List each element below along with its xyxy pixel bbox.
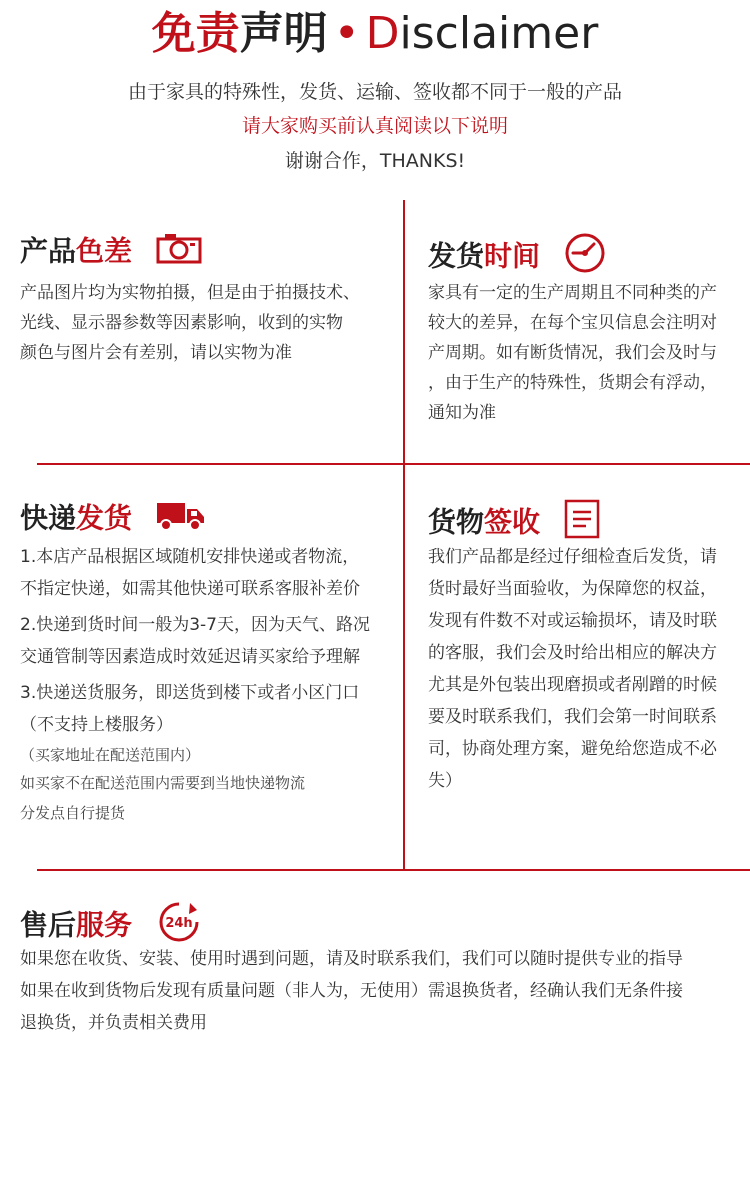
receipt-line: 失） <box>428 771 462 791</box>
intro-line-2: 请大家购买前认真阅读以下说明 <box>241 115 508 137</box>
ship-time-line: 较大的差异，在每个宝贝信息会注明对 <box>428 313 717 333</box>
section-after-sales-heading <box>20 899 202 954</box>
section-after-sales-body <box>20 949 750 1045</box>
delivery-line: 3.快递送货服务，即送货到楼下或者小区门口 <box>20 683 360 703</box>
delivery-line: 交通管制等因素造成时效延迟请买家给予理解 <box>20 647 360 667</box>
row-divider-2 <box>37 869 750 871</box>
center-divider <box>403 200 405 870</box>
title-dot: • <box>333 8 360 59</box>
heading-dark: 产品 <box>20 234 77 268</box>
heading-red: 时间 <box>484 239 541 273</box>
ship-time-line: 通知为准 <box>428 403 496 423</box>
heading-red: 服务 <box>76 908 133 942</box>
heading-red: 色差 <box>76 234 133 268</box>
title-red: 免责 <box>151 8 240 59</box>
receipt-line: 我们产品都是经过仔细检查后发货，请 <box>428 547 717 567</box>
heading-dark: 快递 <box>20 501 77 535</box>
section-ship-time-body <box>428 283 750 433</box>
delivery-line: （不支持上楼服务） <box>20 715 173 735</box>
after-sales-line: 如果在收到货物后发现有质量问题（非人为，无使用）需退换货者，经确认我们无条件接 <box>20 981 683 1001</box>
title-en-rest: isclaimer <box>399 8 599 59</box>
receipt-line: 司，协商处理方案，避免给您造成不必 <box>428 739 717 759</box>
page-title <box>0 6 750 62</box>
heading-dark: 售后 <box>20 908 77 942</box>
color-diff-line: 颜色与图片会有差别，请以实物为准 <box>20 343 292 363</box>
ship-time-line: ，由于生产的特殊性，货期会有浮动， <box>428 373 717 393</box>
title-en-first: D <box>365 8 400 59</box>
delivery-note: 如买家不在配送范围内需要到当地快递物流 <box>20 774 306 792</box>
delivery-note: 分发点自行提货 <box>20 804 126 822</box>
color-diff-line: 光线、显示器参数等因素影响，收到的实物 <box>20 313 343 333</box>
section-delivery-heading <box>20 499 206 540</box>
ship-time-line: 家具有一定的生产周期且不同种类的产 <box>428 283 717 303</box>
receipt-line: 尤其是外包装出现磨损或者剐蹭的时候 <box>428 675 717 695</box>
24h-service-icon <box>156 899 202 954</box>
intro-line-3: 谢谢合作，THANKS! <box>284 150 466 172</box>
delivery-note: （买家地址在配送范围内） <box>20 746 201 764</box>
receipt-line: 货时最好当面验收，为保障您的权益， <box>428 579 717 599</box>
after-sales-line: 退换货，并负责相关费用 <box>20 1013 207 1033</box>
section-color-diff-heading <box>20 232 202 273</box>
clock-icon <box>564 232 606 283</box>
delivery-line: 2.快递到货时间一般为3-7天，因为天气、路况 <box>20 615 370 635</box>
delivery-line: 不指定快递，如需其他快递可联系客服补差价 <box>20 579 360 599</box>
title-dark: 声明 <box>239 8 328 59</box>
color-diff-line: 产品图片均为实物拍摄，但是由于拍摄技术、 <box>20 283 360 303</box>
24h-icon-text: 24h <box>165 916 193 931</box>
heading-red: 签收 <box>484 505 541 539</box>
delivery-line: 1.本店产品根据区域随机安排快递或者物流， <box>20 547 360 567</box>
section-color-diff-body <box>20 283 398 373</box>
heading-red: 发货 <box>76 501 133 535</box>
heading-dark: 货物 <box>428 505 485 539</box>
section-delivery-body <box>20 547 398 831</box>
receipt-line: 发现有件数不对或运输损坏，请及时联 <box>428 611 717 631</box>
row-divider-1 <box>37 463 750 465</box>
camera-icon <box>156 232 202 273</box>
ship-time-line: 产周期。如有断货情况，我们会及时与 <box>428 343 717 363</box>
receipt-line: 的客服，我们会及时给出相应的解决方 <box>428 643 717 663</box>
section-receipt-heading <box>428 499 600 548</box>
after-sales-line: 如果您在收货、安装、使用时遇到问题，请及时联系我们，我们可以随时提供专业的指导 <box>20 949 683 969</box>
section-receipt-body <box>428 547 750 803</box>
intro-line-1: 由于家具的特殊性，发货、运输、签收都不同于一般的产品 <box>127 81 622 103</box>
section-ship-time-heading <box>428 232 606 283</box>
receipt-line: 要及时联系我们，我们会第一时间联系 <box>428 707 717 727</box>
document-icon <box>564 499 600 548</box>
truck-icon <box>156 499 206 540</box>
heading-dark: 发货 <box>428 239 485 273</box>
